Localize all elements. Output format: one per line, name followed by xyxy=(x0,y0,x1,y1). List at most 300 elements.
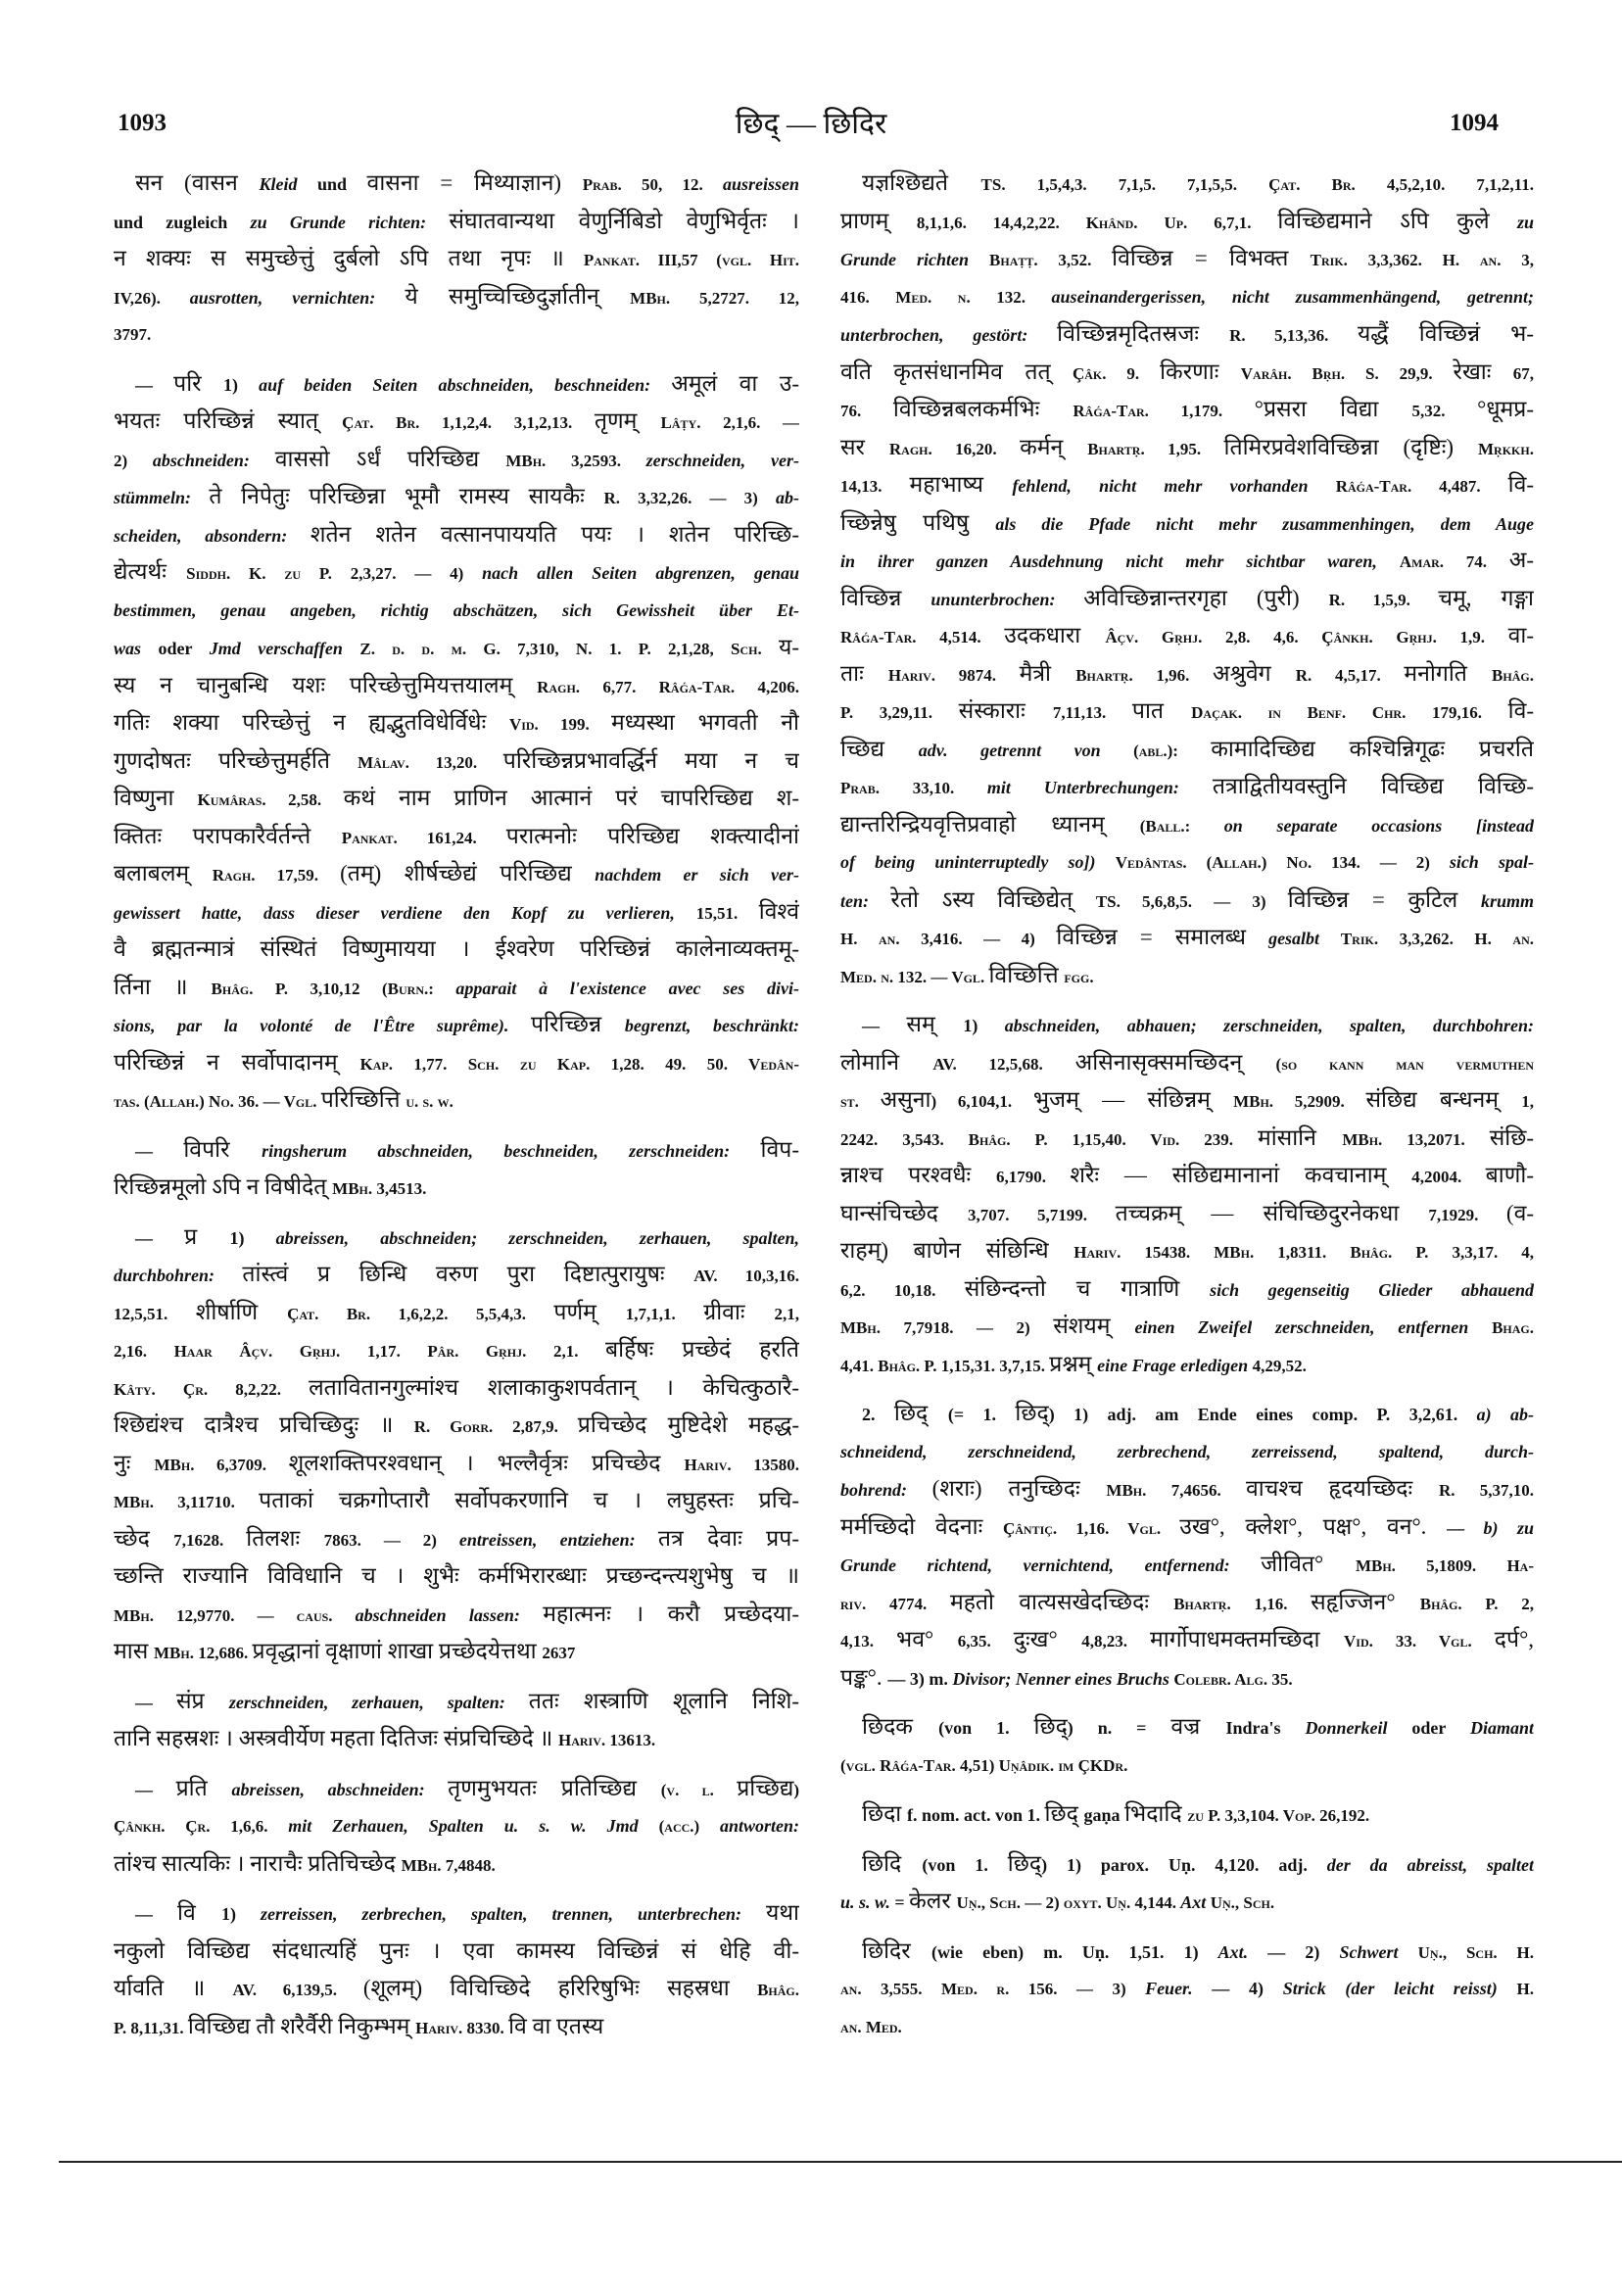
source-reference: Kap. 1,77. Sch. zu Kap. 1,28. 49. 50. Vedân- xyxy=(359,1054,799,1074)
sanskrit-text: परिच्छिन्नप्रभावर्द्धिर्न मया न च xyxy=(502,747,799,773)
sanskrit-text: बाणौ- xyxy=(1485,1163,1534,1187)
plain-text: und xyxy=(297,174,367,194)
source-reference: 6,2. 10,18. xyxy=(840,1280,965,1300)
sanskrit-text: सन (वासन xyxy=(135,170,260,195)
sanskrit-text: ग्रीवाः xyxy=(703,1299,775,1324)
text-line xyxy=(840,1195,1534,1233)
plain-text: — 4) xyxy=(1212,1979,1283,1998)
text-line xyxy=(840,1006,1534,1044)
source-reference: Pankat. III,57 (vgl. Hit. xyxy=(583,251,799,269)
plain-text: Indra's xyxy=(1225,1718,1306,1738)
german-gloss: ab- xyxy=(776,488,799,507)
sanskrit-text: शीर्षाणि xyxy=(195,1299,288,1324)
german-gloss: unterbrochen, gestört: xyxy=(840,325,1058,345)
sanskrit-text: वि वा एतस्य xyxy=(508,2013,604,2038)
source-reference: Vid. 199. xyxy=(508,715,611,734)
plain-text: — xyxy=(1447,1517,1484,1538)
source-reference: Hariv. 13580. xyxy=(684,1455,799,1474)
german-gloss: Kleid xyxy=(259,174,298,194)
source-reference: Râǵa-Tar. 4,487. xyxy=(1335,477,1508,496)
source-reference: R. 4,5,17. xyxy=(1295,665,1405,685)
source-reference: Çântiç. 1,16. Vgl. xyxy=(1002,1518,1180,1538)
text-line xyxy=(840,1546,1534,1584)
german-gloss: sich gegenseitig Glieder abhauend xyxy=(1210,1279,1534,1300)
plain-text: (wie eben) m. Uṇ. 1,51. 1) xyxy=(931,1941,1218,1962)
sanskrit-text: भुजम् — संछिन्नम् xyxy=(1032,1087,1234,1112)
dictionary-entry xyxy=(114,1219,799,1671)
german-gloss: eine Frage erledigen xyxy=(1097,1355,1253,1375)
source-reference: MBh. 7,4656. xyxy=(1106,1481,1246,1500)
sanskrit-text: घान्संचिच्छेद xyxy=(840,1200,968,1225)
footer-rule xyxy=(59,2161,1622,2163)
source-reference: 3,707. 5,7199. xyxy=(967,1205,1116,1224)
dictionary-entry xyxy=(840,1845,1534,1921)
dictionary-entry xyxy=(114,1683,799,1758)
source-reference: 7,1628. xyxy=(173,1530,247,1550)
text-line xyxy=(114,1081,799,1120)
german-gloss: Donnerkeil xyxy=(1305,1718,1412,1738)
sanskrit-text: वति कृतसंधानमिव तत् xyxy=(840,359,1073,384)
sanskrit-text: भिदादि xyxy=(1124,1801,1188,1826)
sanskrit-text: लतावितानगुल्मांश्च शलाकाकुशपर्वतान् । केचित्कुठारै- xyxy=(309,1374,799,1400)
text-line xyxy=(840,1395,1534,1433)
source-reference: H. an. 3,416. — 4) xyxy=(840,930,1057,948)
sanskrit-text: दुःख° xyxy=(1013,1627,1082,1651)
sanskrit-text: (शराः) तनुच्छिदः xyxy=(931,1476,1107,1501)
text-line xyxy=(840,617,1534,655)
sanskrit-text: °प्रसरा विद्या xyxy=(1254,397,1412,421)
text-line xyxy=(840,1470,1534,1508)
source-reference: fgg. xyxy=(1064,967,1094,986)
sanskrit-text: शरैः — संछिद्यमानानां कवचानाम् xyxy=(1070,1163,1412,1187)
source-reference: 7863. — 2) xyxy=(323,1530,459,1550)
text-line xyxy=(840,768,1534,806)
source-reference: an. 3,555. Med. r. 156. — 3) xyxy=(840,1980,1146,1998)
dictionary-entry xyxy=(114,365,799,1120)
source-reference: 416. Med. n. 132. xyxy=(840,287,1052,307)
german-gloss: zu Grunde richten: xyxy=(250,212,450,232)
source-reference: 1, xyxy=(1521,1092,1534,1111)
german-gloss: krumm xyxy=(1480,890,1534,911)
source-reference: 4,8,23. xyxy=(1081,1632,1151,1650)
source-reference: (abl.): xyxy=(1133,741,1212,760)
text-line xyxy=(114,278,799,316)
sanskrit-text: विच्छिन्न = समालब्ध xyxy=(1056,925,1269,949)
source-reference: MBh. 6,3709. xyxy=(154,1455,289,1474)
source-reference: 4,2004. xyxy=(1411,1168,1486,1186)
text-line xyxy=(114,1219,799,1257)
text-line xyxy=(114,1131,799,1170)
sanskrit-text: बलाबलम् xyxy=(114,861,213,885)
sanskrit-text: सहृज्जिन° xyxy=(1311,1589,1420,1614)
german-gloss: was xyxy=(114,639,159,658)
sanskrit-text: उख°, क्लेश°, पक्ष°, वन°. xyxy=(1179,1513,1448,1539)
german-gloss: stümmeln: xyxy=(114,488,210,507)
sanskrit-text: छिद् xyxy=(1015,1401,1049,1425)
source-reference: Hariv. 9874. xyxy=(887,665,1020,685)
source-reference: Ragh. 6,77. Râǵa-Tar. 4,206. xyxy=(537,677,799,696)
sanskrit-text: केलर xyxy=(909,1889,957,1913)
text-line xyxy=(114,1845,799,1884)
dictionary-entry xyxy=(114,1131,799,1207)
german-gloss: ten: xyxy=(840,890,891,911)
source-reference: MBh. 7,7918. — 2) xyxy=(840,1318,1054,1337)
text-line xyxy=(114,1633,799,1671)
source-reference: Çat. Br. 1,1,2,4. 3,1,2,13. xyxy=(342,413,595,432)
plain-text: ) 1) adj. am Ende eines comp. P. 3,2,61. xyxy=(1048,1405,1477,1424)
sanskrit-text: शतेन शतेन वत्सानपाययति पयः । शतेन परिच्छि- xyxy=(310,521,799,547)
sanskrit-text: परिच्छित्ति xyxy=(320,1087,406,1112)
sanskrit-text: विपरि xyxy=(183,1136,262,1162)
source-reference: AV. 6,139,5. xyxy=(232,1981,363,1999)
text-line xyxy=(840,731,1534,769)
source-reference: Vedântas. (Allah.) No. 134. — 2) xyxy=(1115,853,1450,872)
text-line xyxy=(114,315,799,354)
sanskrit-text: यद्धैं विच्छिन्नं भ- xyxy=(1357,321,1534,346)
text-line xyxy=(114,1894,799,1933)
sanskrit-text: संछि- xyxy=(1489,1124,1534,1150)
text-line xyxy=(114,403,799,441)
source-reference: 2,16. Haar Âçv. Gṛhj. 1,17. Pâr. Gṛhj. 2,1. xyxy=(114,1342,606,1361)
sanskrit-text: परि xyxy=(173,370,223,396)
sanskrit-text: (शूलम्) विचिच्छिदे हरिरिषुभिः सहस्रधा xyxy=(362,1976,758,2000)
sanskrit-text: सर xyxy=(840,434,889,459)
sanskrit-text: ते निपेतुः परिच्छिन्ना भूमौ रामस्य सायकैः xyxy=(209,484,604,508)
text-line xyxy=(840,278,1534,316)
german-gloss: Axt xyxy=(1180,1892,1211,1912)
german-gloss: entreissen, entziehen: xyxy=(458,1529,658,1550)
sanskrit-text: ततः शस्त्राणि शूलानि निशि- xyxy=(528,1688,799,1713)
sanskrit-text: छिद् xyxy=(1033,1714,1068,1739)
sanskrit-text: तृणम् xyxy=(594,408,661,433)
sanskrit-text: छिदक xyxy=(862,1714,939,1739)
sanskrit-text: छिद् xyxy=(1007,1850,1042,1876)
sanskrit-text: छिद् xyxy=(1044,1801,1084,1826)
source-reference: IV,26). xyxy=(114,288,190,308)
text-line xyxy=(840,1746,1534,1785)
source-reference: Uṇ., Sch. H. xyxy=(1417,1942,1534,1962)
dictionary-entry xyxy=(840,1006,1534,1383)
sanskrit-text: संशयम् xyxy=(1053,1314,1135,1338)
source-reference: TS. 1,5,4,3. 7,1,5. 7,1,5,5. Çat. Br. 4,5,2,10. 7,1,2,11. xyxy=(980,175,1534,194)
sanskrit-text: प्राणम् xyxy=(840,208,917,233)
text-line xyxy=(114,592,799,630)
source-reference: u. s. w. xyxy=(406,1092,453,1111)
text-line xyxy=(114,478,799,516)
german-gloss: scheiden, absondern: xyxy=(114,525,310,546)
source-reference: R. 1,5,9. xyxy=(1328,590,1439,609)
plain-text: oder xyxy=(1411,1718,1470,1738)
source-reference: 8,1,1,6. 14,4,2,22. Khând. Up. 6,7,1. xyxy=(916,213,1278,232)
source-reference: R. 3,32,26. — 3) xyxy=(603,489,776,507)
text-line xyxy=(840,882,1534,920)
plain-text: 1) xyxy=(222,374,260,395)
german-gloss: abschneiden lassen: xyxy=(355,1604,544,1625)
source-reference: MBh. 12,9770. — caus. xyxy=(114,1605,356,1625)
text-line xyxy=(114,1169,799,1207)
sanskrit-text: लोमानि xyxy=(840,1049,933,1075)
sanskrit-text: मांसानि xyxy=(1257,1124,1343,1150)
source-reference: MBh. 12,686. xyxy=(154,1644,253,1662)
text-line xyxy=(840,1120,1534,1158)
sanskrit-text: दर्प°, xyxy=(1494,1627,1534,1651)
source-reference: 2242. 3,543. Bhâg. P. 1,15,40. Vid. 239. xyxy=(840,1129,1258,1149)
sanskrit-text: विच्छिद्यमाने ऽपि कुले xyxy=(1277,208,1517,233)
source-reference: 4,29,52. xyxy=(1252,1356,1307,1375)
sanskrit-text: राहम्) बाणेन संछिन्धि xyxy=(840,1238,1074,1263)
text-line xyxy=(114,969,799,1007)
text-line xyxy=(840,240,1534,278)
source-reference: Lâṭy. 2,1,6. — xyxy=(660,413,799,432)
sanskrit-text: पात xyxy=(1131,698,1192,723)
text-line xyxy=(840,1621,1534,1659)
german-gloss: zerschneiden, zerhauen, spalten: xyxy=(228,1692,529,1712)
german-gloss: Axt. xyxy=(1217,1941,1268,1962)
source-reference: Colebr. Alg. 35. xyxy=(1173,1669,1293,1689)
german-gloss: zerschneiden, ver- xyxy=(645,450,799,470)
text-line xyxy=(114,1683,799,1721)
sanskrit-text: महतो वात्यसखेदच्छिदः xyxy=(949,1589,1174,1614)
source-reference: (vgl. Râǵa-Tar. 4,51) Uṇâdik. im ÇKDr. xyxy=(840,1755,1128,1775)
sanskrit-text: विच्छिन्न xyxy=(840,585,931,610)
german-gloss: gesalbt xyxy=(1268,929,1341,948)
text-line xyxy=(114,1520,799,1558)
sanskrit-text: ये समुच्चिच्छिदुर्ज्ञातीन् xyxy=(405,283,631,309)
german-gloss: Schwert xyxy=(1339,1941,1418,1962)
german-gloss: mit Zerhauen, Spalten u. s. w. Jmd xyxy=(288,1816,659,1836)
source-reference: H. xyxy=(1516,1980,1534,1998)
text-line xyxy=(840,203,1534,241)
source-reference: 2637 xyxy=(542,1644,576,1662)
sanskrit-text: च्छन्ति राज्यानि विविधानि च । शुभैः कर्मभिरारब्धाः प्रच्छन्दन्त्यशुभेषु च ॥ xyxy=(114,1563,799,1588)
sanskrit-text: पताकां चक्रगोप्तारौ सर्वोपकरणानि च । लघुहस्तः प्रचि- xyxy=(259,1488,799,1512)
source-reference: Hariv. 15438. MBh. 1,8311. Bhâg. P. 3,3,17. 4, xyxy=(1073,1243,1534,1262)
text-line xyxy=(840,1308,1534,1346)
text-line xyxy=(114,1933,799,1971)
sanskrit-text: मध्यस्था भगवती नौ xyxy=(610,710,799,735)
text-line xyxy=(114,667,799,705)
sanskrit-text: परात्मनोः परिच्छिद्य शक्त्यादीनां xyxy=(505,823,799,848)
text-line xyxy=(840,315,1534,354)
german-gloss: a) ab- xyxy=(1476,1405,1534,1424)
sanskrit-text: विच्छिन्नबलकर्मभिः xyxy=(892,397,1073,421)
sanskrit-text: विच्छिद्य तौ शरैर्वैरी निकुम्भम् xyxy=(187,2013,416,2038)
german-gloss: fehlend, nicht mehr vorhanden xyxy=(1012,476,1336,496)
source-reference: 7,1929. xyxy=(1428,1205,1506,1224)
sanskrit-text: विच्छिन्न = विभक्त xyxy=(1112,246,1311,270)
source-reference: Bhâg. P. 3,10,12 (Burn.: xyxy=(211,979,456,998)
german-gloss: antworten: xyxy=(719,1816,799,1836)
sanskrit-text: प्र xyxy=(184,1223,230,1249)
source-reference: R. 5,37,10. xyxy=(1438,1481,1534,1500)
source-reference: 4,13. xyxy=(840,1632,897,1650)
dictionary-entry xyxy=(114,1770,799,1884)
text-line xyxy=(114,1407,799,1445)
text-line xyxy=(114,1256,799,1294)
source-reference: Ragh. 16,20. xyxy=(888,439,1021,458)
sanskrit-text: संछिद्य बन्धनम् xyxy=(1365,1087,1522,1112)
text-line xyxy=(114,629,799,667)
plain-text: 1) xyxy=(221,1904,261,1924)
text-line xyxy=(840,1708,1534,1746)
german-gloss: ausrotten, vernichten: xyxy=(189,287,406,308)
german-gloss: zerreissen, zerbrechen, spalten, trennen, unterbrechen: xyxy=(261,1904,767,1924)
page-number-right: 1094 xyxy=(1450,110,1499,136)
text-line xyxy=(840,391,1534,429)
text-line xyxy=(114,704,799,742)
sanskrit-text: न्नाश्च परश्वधैः xyxy=(840,1163,996,1187)
plain-text: ) 1) parox. Uṇ. 4,120. adj. xyxy=(1041,1854,1327,1875)
text-line xyxy=(114,818,799,856)
text-line xyxy=(114,240,799,278)
german-gloss: ununterbrochen: xyxy=(930,589,1084,609)
text-line xyxy=(840,655,1534,694)
german-gloss: sions, par la volonté de l'Être suprême). xyxy=(114,1016,531,1035)
source-reference: P. 8,11,31. xyxy=(114,2018,188,2037)
source-reference: 15,51. xyxy=(695,903,759,923)
german-gloss: abreissen, abschneiden; zerschneiden, zerhauen, spalten, xyxy=(275,1227,799,1248)
sanskrit-text: चमू, गङ्गा xyxy=(1438,585,1534,610)
plain-text: — xyxy=(135,1692,176,1712)
source-reference: (Ball.: xyxy=(1139,816,1224,836)
text-line xyxy=(840,1933,1534,1971)
source-reference: 4,41. Bhâg. P. 1,15,31. 3,7,15. xyxy=(840,1356,1050,1375)
source-reference: zu P. 3,3,104. Vop. 26,192. xyxy=(1187,1806,1370,1825)
text-line xyxy=(840,165,1534,203)
source-reference: Mâlav. 13,20. xyxy=(358,752,503,772)
source-reference: MBh. 7,4848. xyxy=(401,1855,496,1875)
sanskrit-text: र्यावति ॥ xyxy=(114,1976,233,2000)
german-gloss: adv. getrennt von xyxy=(918,740,1134,760)
text-line xyxy=(114,855,799,893)
source-reference: st. xyxy=(840,1092,881,1111)
right-column xyxy=(840,165,1534,2057)
source-reference: ) 6,104,1. xyxy=(930,1092,1033,1111)
source-reference: an. Med. xyxy=(840,2017,902,2036)
text-line xyxy=(114,165,799,203)
source-reference: 6,1790. xyxy=(996,1168,1071,1186)
sanskrit-text: संप्र xyxy=(175,1688,229,1713)
sanskrit-text: मैत्री xyxy=(1019,660,1076,686)
source-reference: MBh. 13,2071. xyxy=(1342,1129,1490,1149)
sanskrit-text: वै ब्रह्मतन्मात्रं संस्थितं विष्णुमायया । ईश्वरेण परिच्छिन्नं कालेनाव्यक्तमू- xyxy=(114,936,799,961)
sanskrit-text: विच्छिन्नमृदितस्रजः xyxy=(1057,321,1230,346)
sanskrit-text: मार्गोपाधमक्तमच्छिदा xyxy=(1150,1627,1344,1651)
source-reference: Bhâg. P. 2, xyxy=(1419,1594,1534,1613)
sanskrit-text: पर्णम् xyxy=(553,1299,626,1324)
sanskrit-text: बर्हिषः प्रच्छेदं हरति xyxy=(605,1337,799,1362)
text-line xyxy=(840,1433,1534,1471)
sanskrit-text: नुः xyxy=(114,1450,155,1475)
source-reference: Âçv. Gṛhj. 2,8. 4,6. Çânkh. Gṛhj. 1,9. xyxy=(1105,628,1508,646)
text-line xyxy=(840,354,1534,392)
sanskrit-text: तत्राद्वितीयवस्तुनि विच्छिद्य विच्छि- xyxy=(1212,774,1534,798)
text-line xyxy=(840,1508,1534,1547)
text-line xyxy=(840,580,1534,618)
plain-text: — xyxy=(135,1779,176,1799)
dictionary-entry xyxy=(840,1395,1534,1697)
sanskrit-text: विप- xyxy=(760,1136,799,1162)
sanskrit-text: प्रति xyxy=(175,1775,232,1800)
source-reference: TS. 5,6,8,5. — 3) xyxy=(1095,891,1288,911)
plain-text: — xyxy=(135,374,174,395)
text-line xyxy=(114,365,799,404)
german-gloss: Grunde richten xyxy=(840,250,990,269)
sanskrit-text: श्छिद्यंश्च दात्रैश्च प्रचिच्छिदुः ॥ xyxy=(114,1412,414,1437)
sanskrit-text: छिद् xyxy=(893,1401,948,1425)
sanskrit-text: अ- xyxy=(1508,548,1534,572)
source-reference: Ragh. 17,59. xyxy=(212,866,341,885)
source-reference: 12,5,51. xyxy=(114,1304,196,1323)
sanskrit-text: कथं नाम प्राणिन आत्मानं परं चापरिच्छिद्य श- xyxy=(343,786,799,810)
source-reference: AV. 12,5,68. xyxy=(932,1054,1075,1074)
source-reference: Mṛkkh. xyxy=(1478,439,1534,458)
source-reference: Varâh. Bṛh. S. 29,9. xyxy=(1240,363,1454,383)
source-reference: R. 5,13,36. xyxy=(1229,326,1358,345)
plain-text: — xyxy=(135,1904,177,1924)
sanskrit-text: च्छेद xyxy=(114,1525,174,1551)
dictionary-entry xyxy=(840,165,1534,994)
source-reference: 67, xyxy=(1512,363,1534,383)
plain-text: gaṇa xyxy=(1083,1805,1125,1825)
sanskrit-text: रेतो ऽस्य विच्छिद्येत् xyxy=(890,886,1096,912)
source-reference: Uṇ., Sch. xyxy=(1210,1893,1275,1912)
sanskrit-text: मर्मच्छिदो वेदनाः xyxy=(840,1513,1003,1539)
source-reference: Kâty. Çr. 8,2,22. xyxy=(114,1379,310,1399)
source-reference: Bhâg. xyxy=(1492,665,1534,685)
sanskrit-text: (तम्) शीर्षच्छेद्यं परिच्छिद्य xyxy=(340,861,596,885)
text-line xyxy=(114,203,799,241)
source-reference: Trik. 3,3,262. H. an. xyxy=(1340,930,1534,948)
german-gloss: Grunde richtend, vernichtend, entfernend: xyxy=(840,1555,1262,1575)
sanskrit-text: वि- xyxy=(1507,698,1534,723)
sanskrit-text: रेखाः xyxy=(1453,359,1513,384)
plain-text: (= 1. xyxy=(947,1405,1016,1424)
sanskrit-text: भयतः परिच्छिन्नं स्यात् xyxy=(114,408,343,433)
german-gloss: Divisor; Nenner eines Bruchs xyxy=(952,1668,1174,1689)
plain-text: 2. xyxy=(862,1405,894,1424)
text-line xyxy=(840,1157,1534,1195)
sanskrit-text: किरणाः xyxy=(1160,359,1241,384)
sanskrit-text: अश्रुवेग xyxy=(1213,660,1296,686)
german-gloss: abschneiden: xyxy=(152,450,275,470)
sanskrit-text: मास xyxy=(114,1639,155,1663)
sanskrit-text: स्य न चानुबन्धि यशः परिच्छेत्तुमियत्तयालम् xyxy=(114,672,538,697)
german-gloss: Diamant xyxy=(1469,1718,1534,1738)
text-line xyxy=(114,742,799,781)
text-line xyxy=(840,1845,1534,1884)
german-gloss: auf beiden Seiten abschneiden, beschneiden: xyxy=(259,374,672,395)
dictionary-entry xyxy=(114,1894,799,2045)
source-reference: Prab. 50, 12. xyxy=(582,175,723,194)
source-reference: (v. l. xyxy=(660,1780,738,1799)
text-line xyxy=(114,1044,799,1082)
plain-text: = xyxy=(894,1892,910,1912)
sanskrit-text: विष्णुना xyxy=(114,786,198,810)
text-line xyxy=(114,1294,799,1332)
sanskrit-text: संस्काराः xyxy=(958,698,1053,723)
text-line xyxy=(840,919,1534,957)
dictionary-entry xyxy=(840,1795,1534,1834)
german-gloss: schneidend, zerschneidend, zerbrechend, zerreissend, spaltend, durch- xyxy=(840,1441,1534,1461)
text-line xyxy=(840,957,1534,995)
source-reference: (so kann man vermuthen xyxy=(1275,1054,1534,1074)
source-reference: Bhâg. xyxy=(757,1981,799,1999)
german-gloss: als die Pfade nicht mehr zusammenhingen, dem Auge xyxy=(995,513,1534,534)
sanskrit-text: तानि सहस्रशः । अस्त्रवीर्येण महता दितिजः संप्रचिच्छिदे ॥ xyxy=(114,1726,558,1750)
text-line xyxy=(114,1369,799,1408)
text-line xyxy=(840,1795,1534,1834)
